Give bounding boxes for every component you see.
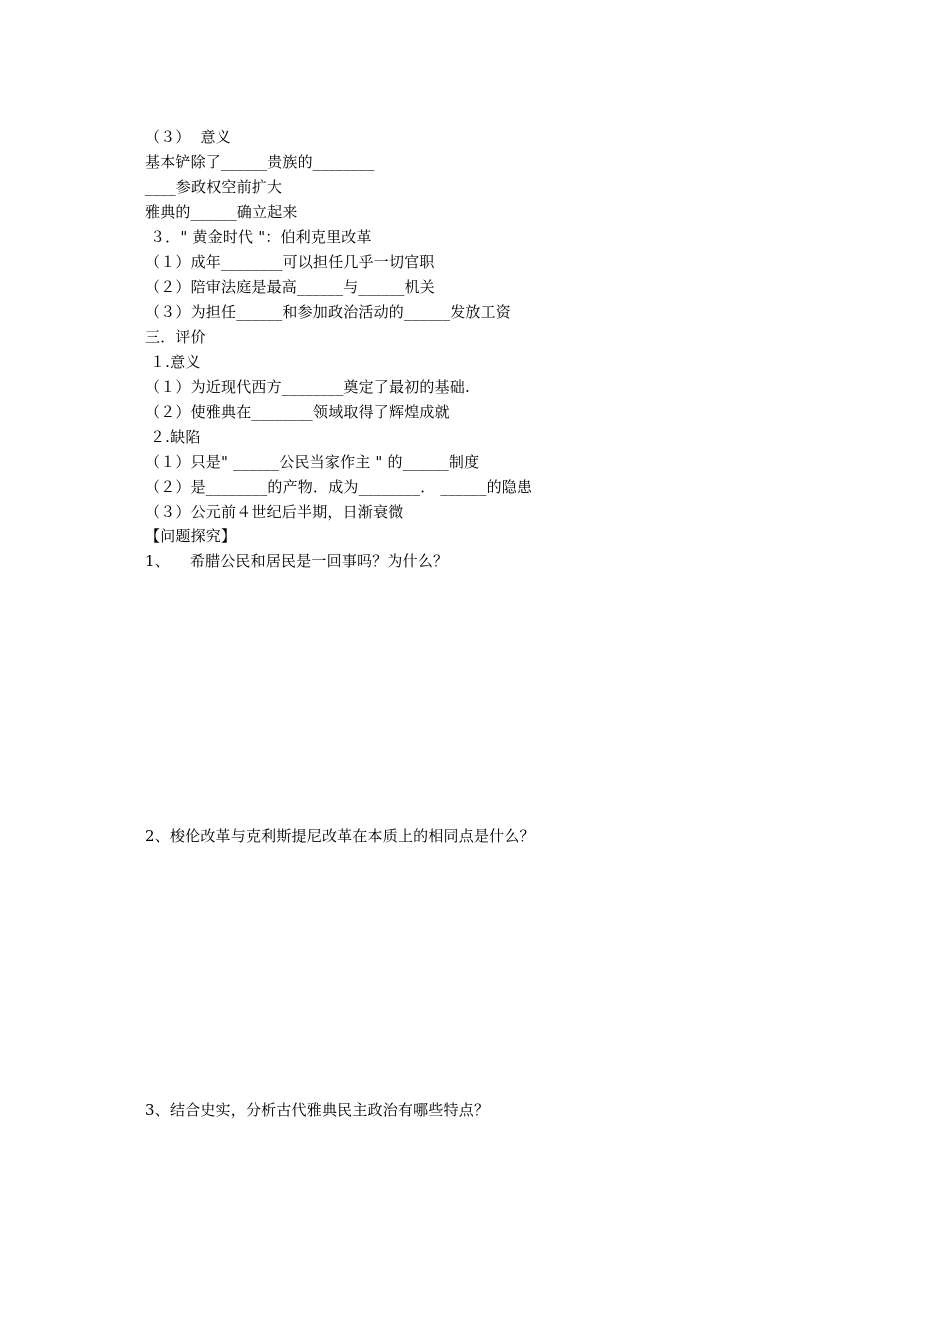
section-golden-age-heading: ３．" 黄金时代 "：伯利克里改革	[145, 228, 372, 246]
text-line: （１）成年________可以担任几乎一切官职	[145, 253, 435, 271]
problem-inquiry-heading: 【问题探究】	[145, 527, 237, 545]
subsection-significance-heading: １.意义	[145, 353, 201, 371]
text-line: ____参政权空前扩大	[145, 178, 283, 196]
section-evaluation-heading: 三．评价	[145, 328, 206, 346]
text-line: 雅典的______确立起来	[145, 203, 298, 221]
section-meaning-heading: （３） 意义	[145, 128, 231, 146]
text-line: （１）为近现代西方________奠定了最初的基础.	[145, 378, 470, 396]
text-line: （３）公元前４世纪后半期，日渐衰微	[145, 503, 404, 521]
subsection-defects-heading: ２.缺陷	[145, 428, 201, 446]
text-line: （２）是________的产物．成为________． ______的隐患	[145, 478, 533, 496]
text-line: （１）只是" ______公民当家作主 " 的______制度	[145, 453, 480, 471]
question-3: 3、结合史实，分析古代雅典民主政治有哪些特点？	[145, 1101, 490, 1119]
text-line: 基本铲除了______贵族的________	[145, 153, 375, 171]
question-1: 1、 希腊公民和居民是一回事吗？为什么？	[145, 552, 449, 570]
question-2: 2、梭伦改革与克利斯提尼改革在本质上的相同点是什么？	[145, 827, 535, 845]
text-line: （２）使雅典在________领域取得了辉煌成就	[145, 403, 450, 421]
text-line: （２）陪审法庭是最高______与______机关	[145, 278, 436, 296]
text-line: （３）为担任______和参加政治活动的______发放工资	[145, 303, 512, 321]
